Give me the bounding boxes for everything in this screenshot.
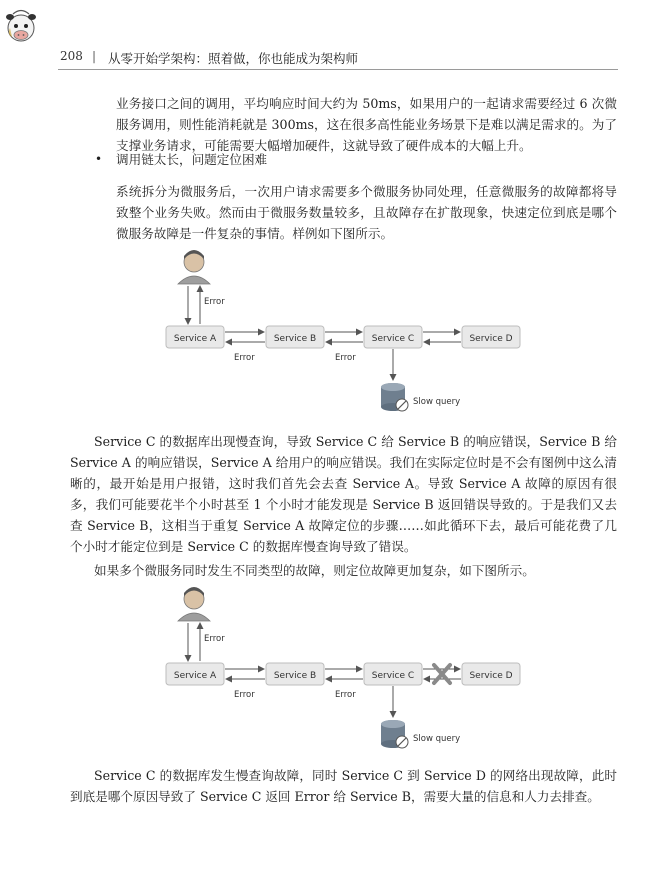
paragraph-1: 业务接口之间的调用，平均响应时间大约为 50ms，如果用户的一起请求需要经过 6 次微服务调用，则性能消耗就是 300ms，这在很多高性能业务场景下是难以满足需求的。为了支撑业务请求，可能需要大幅增加硬件，这就导致了硬件成本的大幅上升。 (116, 96, 617, 153)
user-icon (178, 250, 210, 284)
user-error-label: Error (204, 297, 225, 307)
page-number: 208 (60, 49, 83, 63)
user-error-label: Error (204, 634, 225, 644)
db-slow-query-label: Slow query (413, 397, 461, 407)
service-b-label: Service B (273, 671, 317, 681)
paragraph-5: Service C 的数据库发生慢查询故障，同时 Service C 到 Service D 的网络出现故障，此时到底是哪个原因导致了 Service C 返回 Error 给 Service B，需要大量的信息和人力去排查。 (70, 768, 617, 804)
network-fault-x-icon (434, 665, 450, 683)
cow-logo-icon (4, 8, 38, 44)
paragraph-2: 系统拆分为微服务后，一次用户请求需要多个微服务协同处理，任意微服务的故障都将导致整个业务失败。然而由于微服务数量较多，且故障存在扩散现象，快速定位到底是哪个微服务故障是一件复杂的事情。样例如下图所示。 (116, 184, 617, 241)
service-c-label: Service C (371, 671, 415, 681)
bullet-heading: 调用链太长，问题定位困难 (116, 152, 268, 167)
db-slow-query-label: Slow query (413, 734, 461, 744)
error-a-b-label: Error (234, 353, 255, 363)
database-icon (381, 720, 408, 748)
book-title: 从零开始学架构：照着做，你也能成为架构师 (108, 51, 359, 66)
service-c-label: Service C (371, 334, 415, 344)
paragraph-3: Service C 的数据库出现慢查询，导致 Service C 给 Service B 的响应错误，Service B 给 Service A 的响应错误，Service A 给用户的响应错误。我们在实际定位时是不会有图例中这么清晰的，最开始是用户报错，这时我们首先会去查 Service A。导致 Service A 故障的原因有很多，我们可能要花半个小时甚至 1 个小时才能发现是 Service B 返回错误导致的。于是我们又去查 Service B，这相当于重复 Service A 故障定位的步骤……如此循环下去，最后可能花费了几个小时才能定位到是 Service C 的数据库慢查询导致了错误。 (70, 434, 617, 554)
service-d-label: Service D (469, 671, 513, 681)
diagram-2 (150, 581, 530, 757)
bullet-dot-icon: • (95, 152, 103, 166)
database-icon (381, 383, 408, 411)
diagram-1 (150, 244, 530, 420)
service-a-label: Service A (173, 671, 217, 681)
error-b-c-label: Error (335, 353, 356, 363)
service-a-label: Service A (173, 334, 217, 344)
error-a-b-label: Error (234, 690, 255, 700)
service-b-label: Service B (273, 334, 317, 344)
header-separator: | (92, 49, 97, 63)
page-header (0, 0, 649, 80)
paragraph-4: 如果多个微服务同时发生不同类型的故障，则定位故障更加复杂，如下图所示。 (94, 563, 535, 578)
service-d-label: Service D (469, 334, 513, 344)
user-icon (178, 587, 210, 621)
header-rule (58, 69, 618, 70)
error-b-c-label: Error (335, 690, 356, 700)
